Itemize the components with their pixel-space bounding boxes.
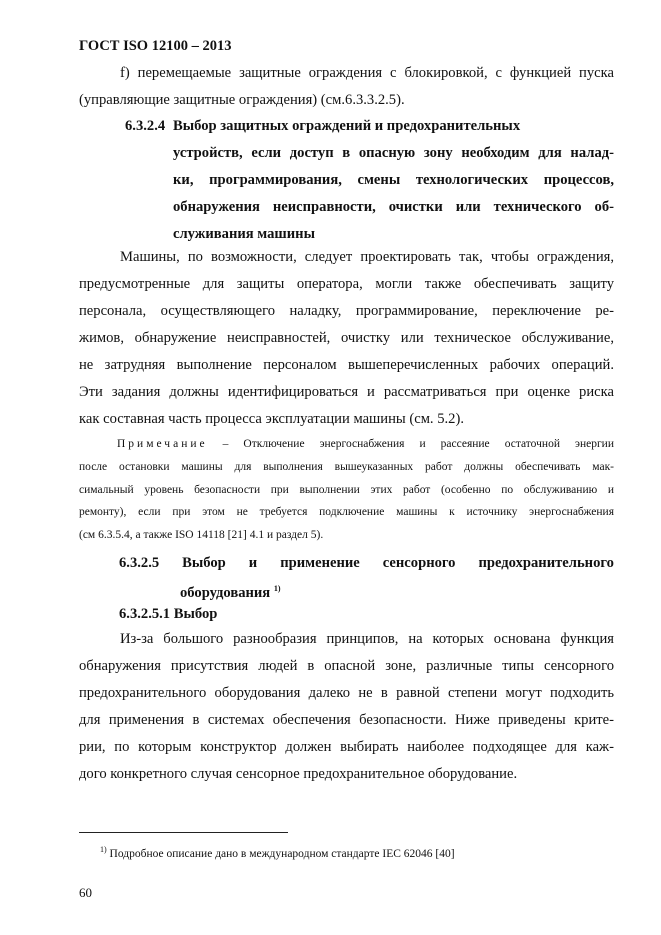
section-6325-word: и bbox=[248, 555, 258, 571]
section-6325-word: Выбор bbox=[182, 555, 226, 571]
note-line: ремонту), если при этом не требуется подключение машины к источнику энергоснабжения bbox=[79, 506, 614, 518]
footnote-ref: 1) bbox=[273, 584, 281, 593]
note-line: симальный уровень безопасности при выполнении этих работ (особенно по обслуживанию и bbox=[79, 484, 614, 496]
para2-line: обнаружения присутствия людей в опасной зоне, различные типы сенсорного bbox=[79, 658, 614, 674]
para1-line: предусмотренные для защиты оператора, могли также обеспечивать защиту bbox=[79, 276, 614, 292]
page-number: 60 bbox=[79, 885, 92, 900]
section-6325-heading-line-1 bbox=[119, 550, 614, 577]
item-f-line-2: (управляющие защитные ограждения) (см.6.3.3.2.5). bbox=[79, 92, 405, 108]
section-63251-heading: 6.3.2.5.1 Выбор bbox=[119, 606, 218, 622]
footnote bbox=[100, 845, 455, 860]
para1-line: не затрудняя выполнение персоналом вышеперечисленных рабочих операций. bbox=[79, 357, 614, 373]
section-6324-title-line-5: служивания машины bbox=[173, 226, 315, 242]
note-line: после остановки машины для выполнения вышеуказанных работ должны обеспечивать мак- bbox=[79, 461, 614, 473]
note-line-1 bbox=[79, 433, 614, 456]
standard-header: ГОСТ ISO 12100 – 2013 bbox=[79, 38, 232, 54]
para1-line: как составная часть процесса эксплуатации машины (см. 5.2). bbox=[79, 411, 464, 427]
para2-line: предохранительного оборудования далеко не в равной степени могут подходить bbox=[79, 685, 614, 701]
note-label: Примечание bbox=[117, 438, 208, 450]
note-line: (см 6.3.5.4, а также ISO 14118 [21] 4.1 и раздел 5). bbox=[79, 529, 324, 541]
section-6324-title-line-2: устройств, если доступ в опасную зону необходим для налад- bbox=[173, 145, 614, 161]
section-6325-word: предохранительного bbox=[478, 555, 614, 571]
item-f-line-1: f) перемещаемые защитные ограждения с блокировкой, с функцией пуска bbox=[120, 65, 614, 81]
section-6325-number: 6.3.2.5 bbox=[119, 555, 160, 571]
section-6325-word: сенсорного bbox=[382, 555, 456, 571]
para1-line: Машины, по возможности, следует проектировать так, чтобы ограждения, bbox=[120, 249, 614, 265]
para2-line: для применения в системах обеспечения безопасности. Ниже приведены крите- bbox=[79, 712, 614, 728]
para2-line: Из-за большого разнообразия принципов, на которых основана функция bbox=[120, 631, 614, 647]
footnote-marker: 1) bbox=[100, 845, 107, 854]
section-6324-title-line-1: Выбор защитных ограждений и предохранительных bbox=[173, 118, 521, 134]
note-first-line-text: – Отключение энергоснабжения и рассеяние остаточной энергии bbox=[207, 438, 614, 450]
para1-line: Эти задания должны идентифицироваться и рассматриваться при оценке риска bbox=[79, 384, 614, 400]
para2-line: дого конкретного случая сенсорное предохранительное оборудование. bbox=[79, 766, 518, 782]
para1-line: жимов, обнаружение неисправностей, очистку или техническое обслуживание, bbox=[79, 330, 614, 346]
para1-line: персонала, осуществляющего наладку, программирование, переключение ре- bbox=[79, 303, 614, 319]
section-6324-title-line-3: ки, программирования, смены технологических процессов, bbox=[173, 172, 614, 188]
section-6325-word: применение bbox=[280, 555, 360, 571]
footnote-divider bbox=[79, 832, 288, 833]
para2-line: рии, по которым конструктор должен выбирать наиболее подходящее для каж- bbox=[79, 739, 614, 755]
section-6325-title-end: оборудования bbox=[180, 585, 271, 601]
footnote-text: Подробное описание дано в международном стандарте IEC 62046 [40] bbox=[106, 848, 455, 860]
section-6324-title-line-4: обнаружения неисправности, очистки или технического об- bbox=[173, 199, 614, 215]
section-6324-number: 6.3.2.4 bbox=[125, 118, 166, 134]
